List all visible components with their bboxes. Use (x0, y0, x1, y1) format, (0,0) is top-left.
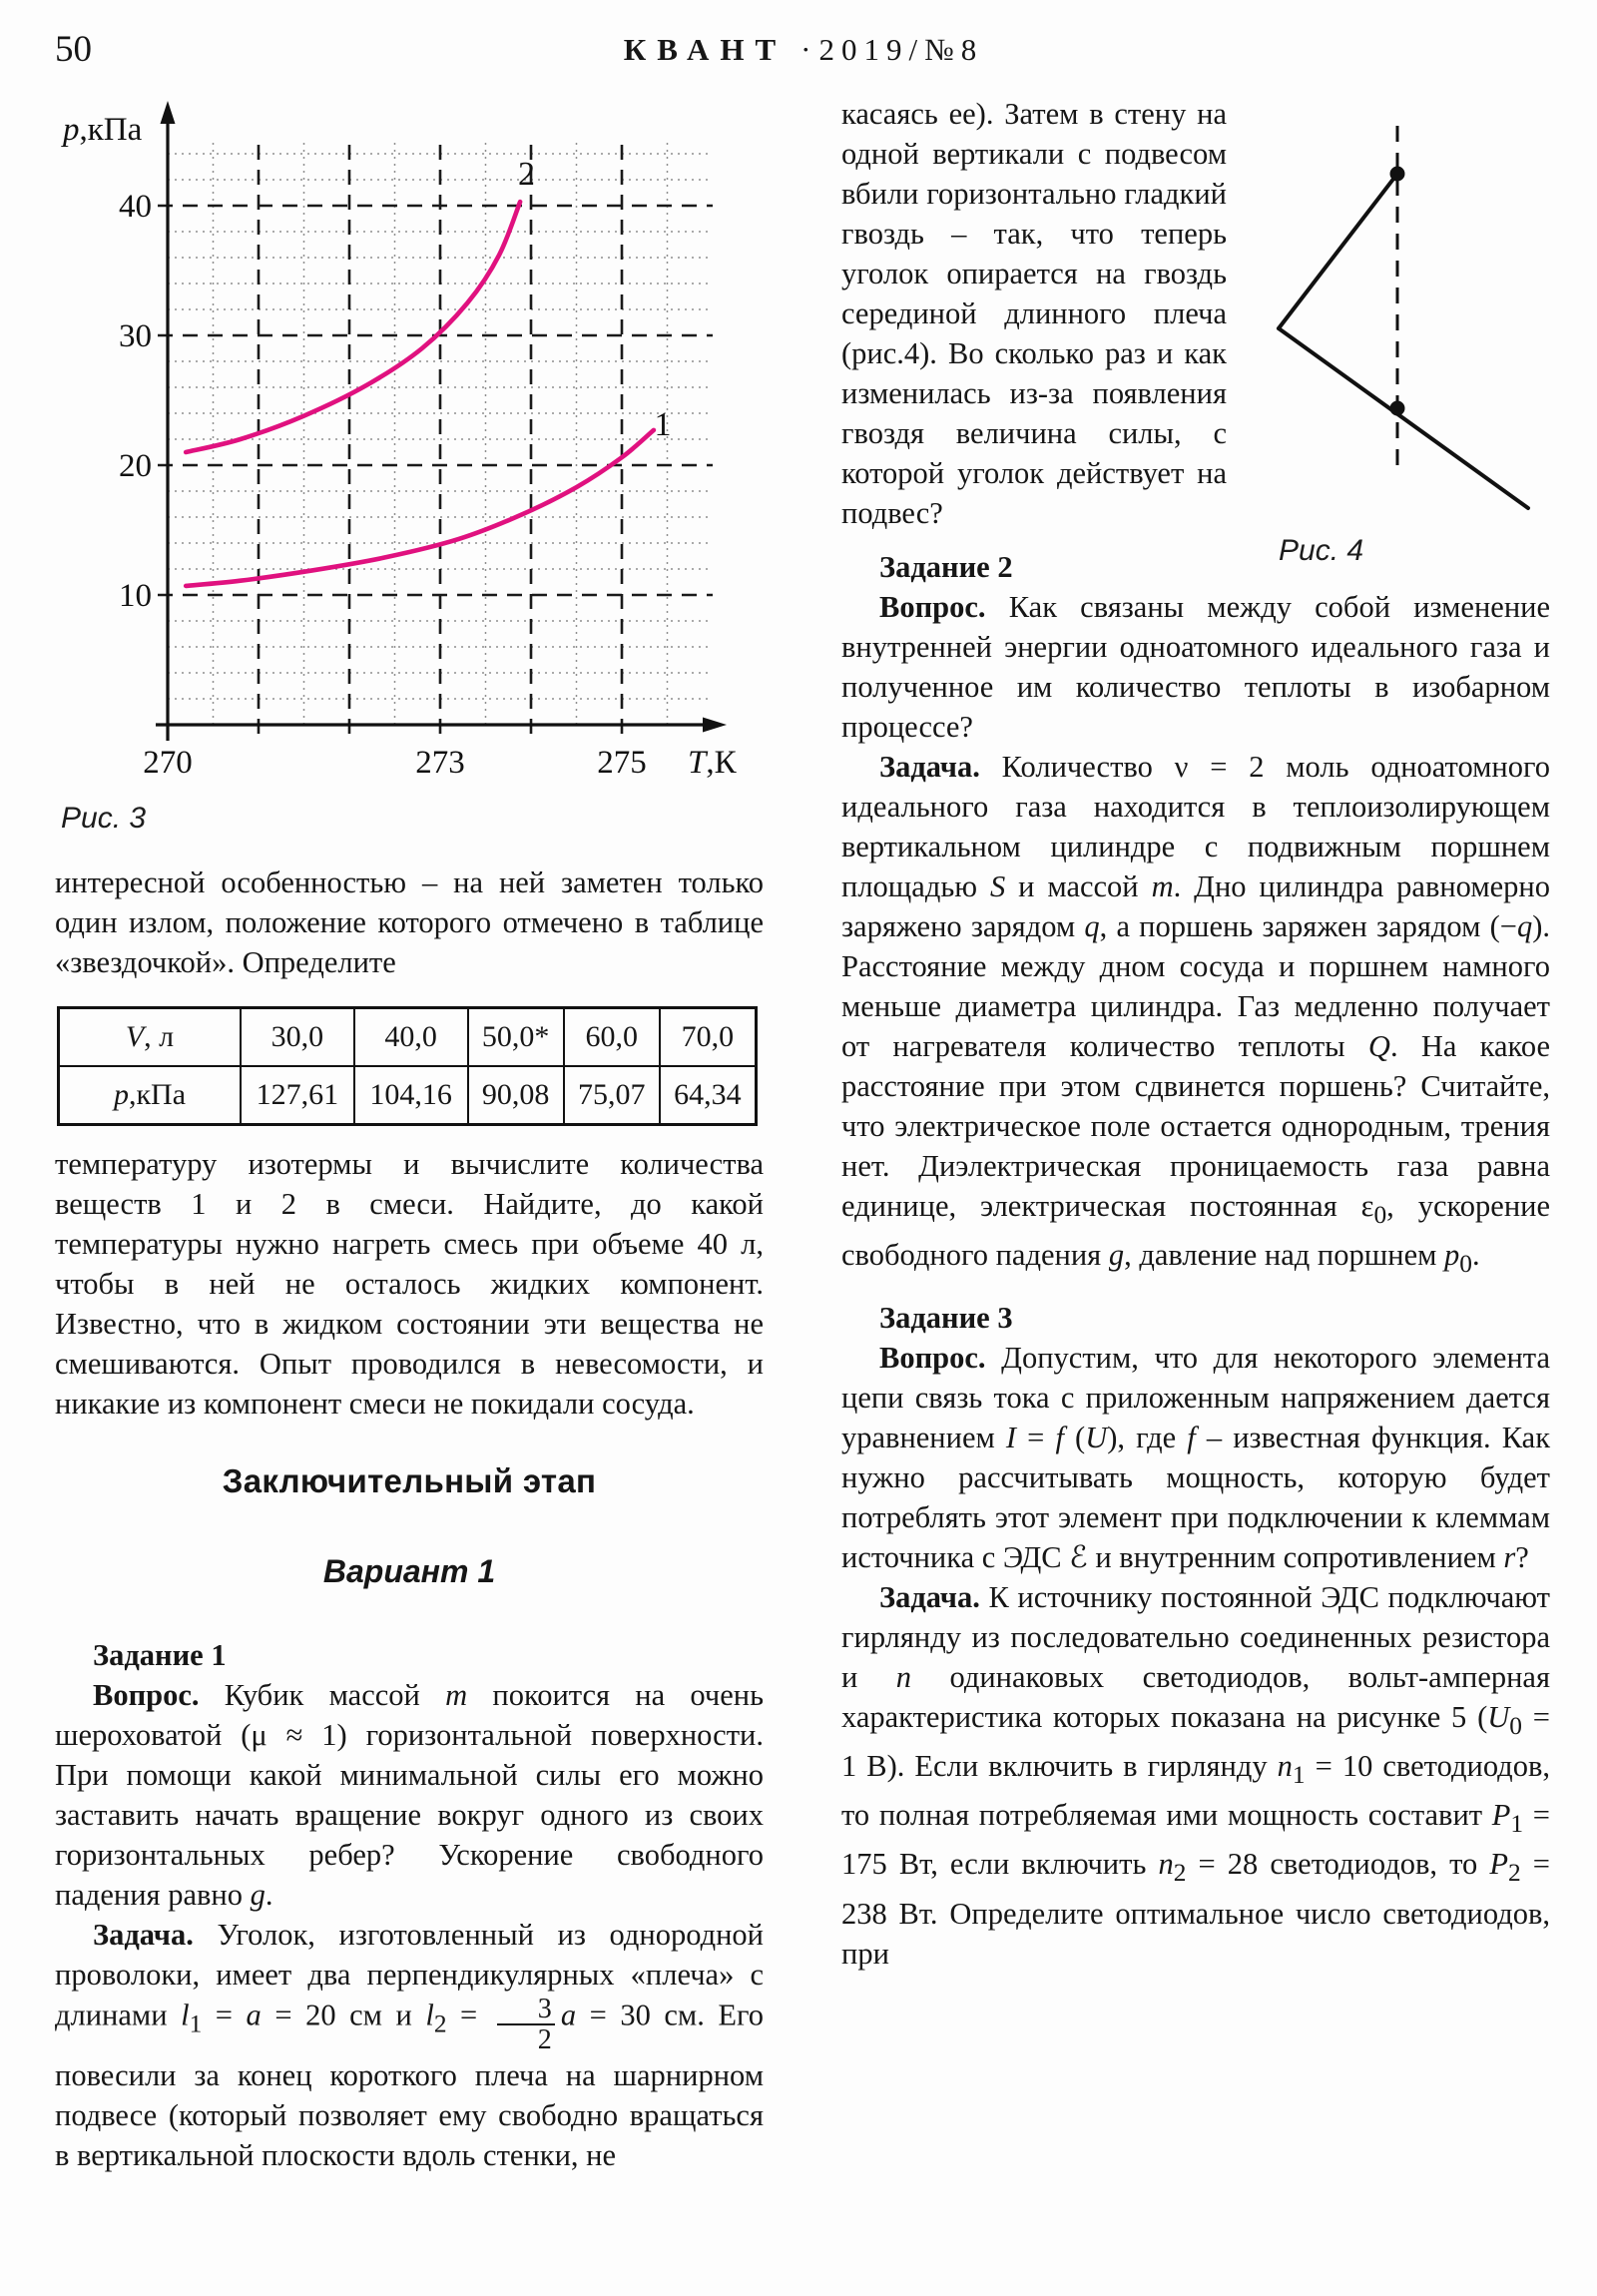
table-cell: p,кПа (59, 1066, 242, 1125)
x-axis-label: T,К (688, 745, 737, 781)
x-tick-label: 273 (415, 745, 465, 781)
table-row-volume (59, 1008, 757, 1067)
table-row-pressure (59, 1066, 757, 1125)
x-tick-label: 270 (143, 745, 193, 781)
y-axis-arrow (161, 101, 176, 124)
stage-heading: Заключительный этап (222, 1462, 597, 1499)
after-table-paragraph: температуру изотермы и вычислите количества веществ 1 и 2 в смеси. Найдите, до какой температуры нужно нагреть смесь при объеме 40 л, чтобы в ней не осталось жидких компонент. Известно, что в жидком состоянии эти вещества не смешиваются. Опыт проводился в невесомости, и никакие из компонент смеси не покидали сосуда. (55, 1147, 764, 1421)
table-cell: 104,16 (354, 1066, 468, 1125)
journal-separator: · (800, 32, 811, 67)
task2-title: Задание 2 (879, 550, 1013, 584)
journal-title-line (55, 24, 1552, 68)
series-curve-2 (186, 202, 520, 452)
two-column-layout (55, 94, 1552, 2175)
table-cell: 127,61 (241, 1066, 354, 1125)
table-cell: 60,0 (564, 1008, 660, 1067)
table-cell: 40,0 (354, 1008, 468, 1067)
task3-title: Задание 3 (879, 1301, 1013, 1336)
pressure-volume-table (57, 1006, 758, 1126)
short-arm-line (1279, 174, 1397, 328)
continuation-paragraph: касаясь ее). Затем в стену на одной вертикали с подвесом вбили горизонтально гладкий гвоздь – так, что теперь уголок опирается на гвоздь серединой длинного плеча (рис.4). Во сколько раз и как изменилась из-за появления гвоздя величина силы, с которой уголок действует на подвес? (841, 97, 1227, 530)
page-number: 50 (55, 29, 92, 70)
series-curve-1 (186, 430, 654, 586)
task1-problem: Задача. Уголок, изготовленный из однородной проволоки, имеет два перпендикулярных «плеча» с длинами $l_1 = a = 20$ см и $l_2$ = $\frac{3}{2}$ a = 30 см. Его повесили за конец короткого плеча на шарнирном подвесе (который позволяет ему свободно вращаться в вертикальной плоскости вдоль стенки, не (55, 1918, 765, 2172)
figure4 (1251, 96, 1550, 571)
figure4-caption: Рис. 4 (1279, 534, 1364, 567)
page-header (55, 24, 1552, 80)
y-tick-label: 40 (119, 189, 152, 225)
hinge-dot (1390, 167, 1405, 182)
series-label-1: 1 (654, 406, 672, 444)
task3-question: Вопрос. Допустим, что для некоторого элемента цепи связь тока с приложенным напряжением дается уравнением I = f (U), где f – известная функция. Как нужно рассчитывать мощность, которую будет потреблять этот элемент при подключении к клеммам источника с ЭДС ℰ и внутренним сопротивлением r? (841, 1341, 1551, 1575)
table-cell: 50,0* (468, 1008, 564, 1067)
x-axis-arrow (703, 718, 727, 733)
left-column (55, 94, 764, 2175)
table-cell: 30,0 (241, 1008, 354, 1067)
figure4-diagram (1251, 96, 1550, 515)
long-arm-line (1279, 328, 1528, 508)
y-axis-label: p,кПа (63, 112, 143, 148)
y-tick-label: 10 (119, 578, 152, 614)
task2-problem: Задача. Количество ν = 2 моль одноатомного идеального газа находится в теплоизолирующем вертикальном цилиндре с подвижным поршнем площадью S и массой m. Дно цилиндра равномерно заряжено зарядом q, а поршень заряжен зарядом (−q). Расстояние между дном сосуда и поршнем намного меньше диаметра цилиндра. Газ медленно получает от нагревателя количество теплоты Q. На какое расстояние при этом сдвинется поршень? Считайте, что электрическое поле остается однородным, трения нет. Диэлектрическая проницаемость газа равна единице, электрическая постоянная $\varepsilon_0$, ускорение свободного падения g, давление над поршнем $p_0$. (841, 750, 1550, 1279)
table-cell: 75,07 (564, 1066, 660, 1125)
y-tick-label: 20 (119, 448, 152, 484)
variant-heading: Вариант 1 (322, 1553, 496, 1589)
x-tick-label: 275 (597, 745, 647, 781)
intro-paragraph: интересной особенностью – на ней заметен только один излом, положение которого отмечено в таблице «звездочкой». Определите (55, 865, 764, 979)
y-tick-label: 30 (119, 318, 152, 354)
right-column (841, 94, 1550, 2175)
figure3-chart (55, 94, 754, 793)
task2-question: Вопрос. Как связаны между собой изменение внутренней энергии одноатомного идеального газа и полученное им количество теплоты в изобарном процессе? (841, 590, 1550, 744)
journal-issue: 2019/№8 (818, 32, 984, 67)
table-cell: 64,34 (660, 1066, 757, 1125)
table-cell: V, л (59, 1008, 242, 1067)
task1-question: Вопрос. Кубик массой m покоится на очень шероховатой (μ ≈ 1) горизонтальной поверхности. При помощи какой минимальной силы его можно заставить начать вращение вокруг одного из своих горизонтальных ребер? Ускорение свободного падения равно g. (55, 1678, 764, 1912)
table-cell: 90,08 (468, 1066, 564, 1125)
series-label-2: 2 (517, 156, 535, 194)
task3-problem: Задача. К источнику постоянной ЭДС подключают гирлянду из последовательно соединенных резистора и n одинаковых светодиодов, вольт-амперная характеристика которых показана на рисунке 5 ($U_0 = 1$ В). Если включить в гирлянду $n_1 = 10$ светодиодов, то полная потребляемая ими мощность составит $P_1 = 175$ Вт, если включить $n_2 = 28$ светодиодов, то $P_2 = 238$ Вт. Определите оптимальное число светодиодов, при (841, 1580, 1551, 1971)
table-cell: 70,0 (660, 1008, 757, 1067)
journal-name: КВАНТ (623, 32, 788, 67)
task1-title: Задание 1 (93, 1638, 227, 1672)
figure3-caption: Рис. 3 (61, 802, 147, 835)
nail-dot (1390, 401, 1405, 416)
